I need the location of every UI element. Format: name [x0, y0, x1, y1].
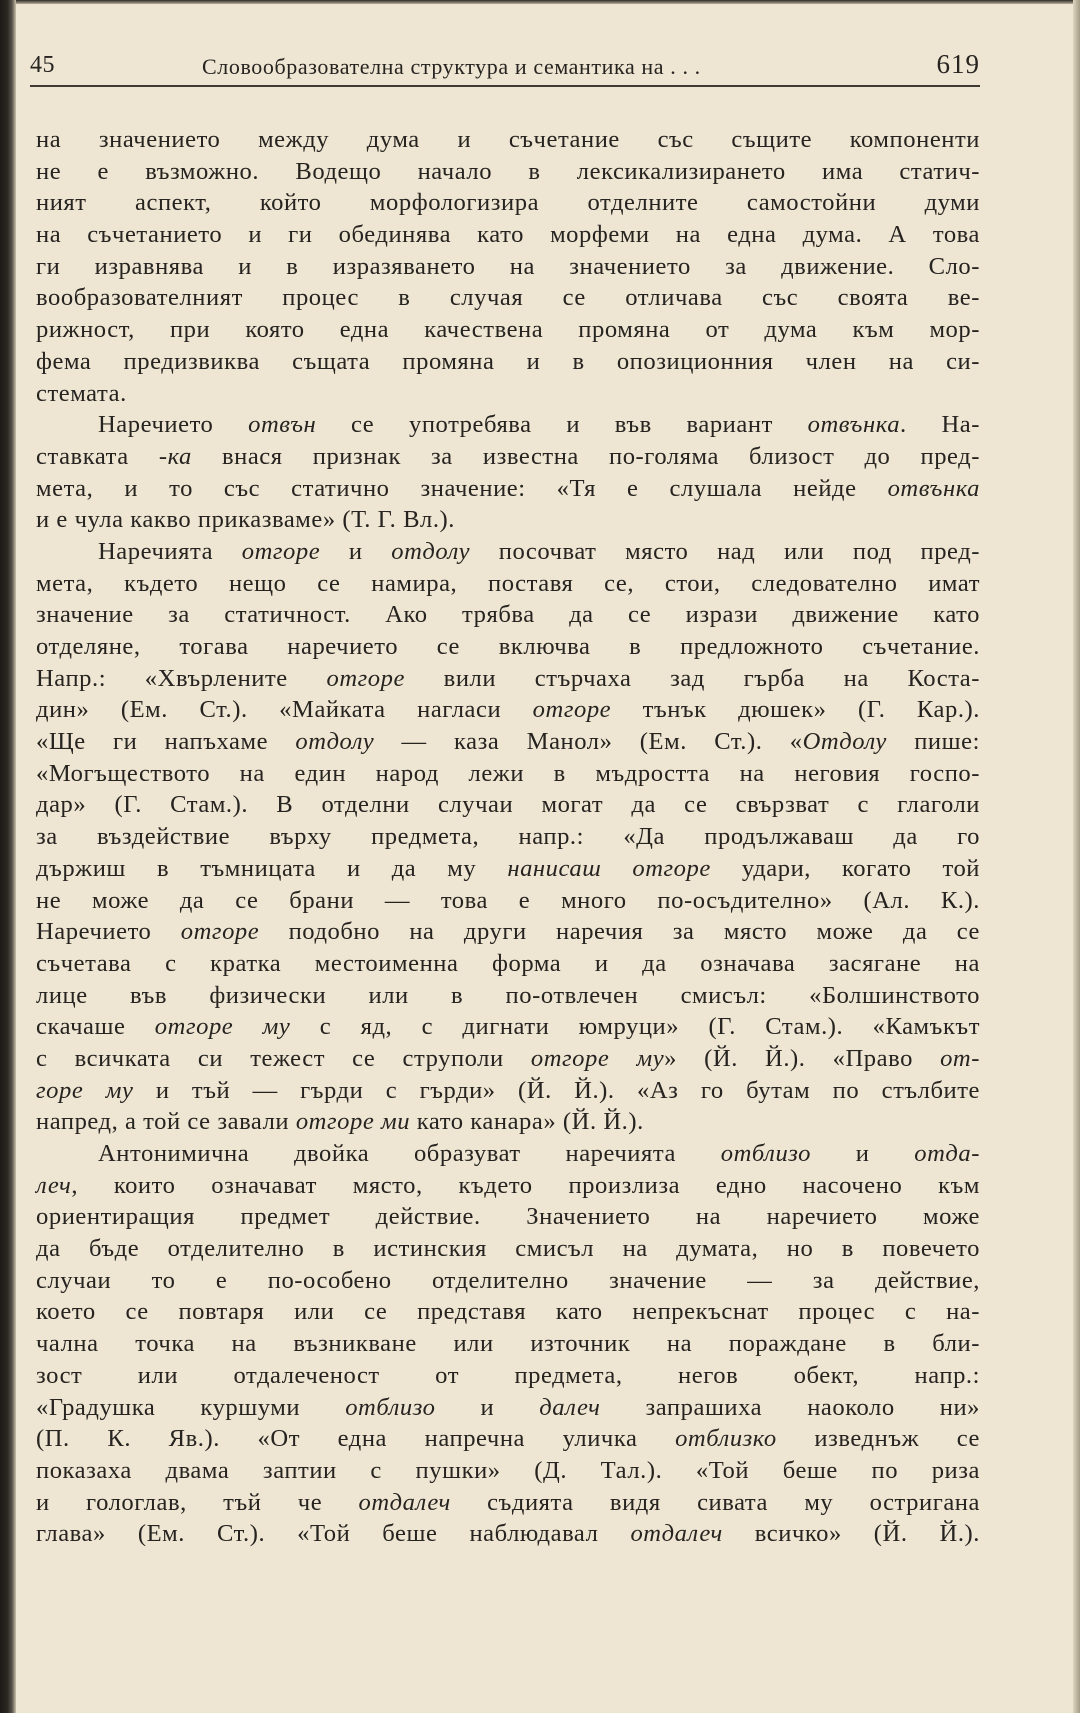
text-segment: и [435, 1393, 540, 1421]
text-line [36, 156, 980, 188]
italic-term: отвън [248, 411, 317, 439]
text-segment: глава» (Ем. Ст.). «Той беше наблюдавал [36, 1520, 631, 1548]
header-left-number: 45 [30, 52, 55, 78]
italic-term: отда- [914, 1140, 980, 1167]
text-segment: всичко» (Й. Й.). [722, 1520, 980, 1548]
text-segment: мета, където нещо се намира, поставя се, стои, следователно имат [36, 569, 980, 597]
italic-term: отгоре [326, 664, 405, 692]
text-line [36, 663, 980, 695]
text-line [36, 726, 980, 758]
text-line [36, 1170, 980, 1202]
text-segment: тънък дюшек» (Г. Кар.). [611, 696, 980, 724]
italic-term: леч [36, 1171, 72, 1199]
text-segment: Наречията [98, 537, 242, 565]
italic-term: отблизко [675, 1425, 777, 1453]
text-segment: и тъй — гърди с гърди» (Й. Й.). «Аз го бутам по стълбите [133, 1076, 980, 1104]
text-segment: запрашиха наоколо ни» [600, 1393, 981, 1421]
italic-term: отдолу [391, 537, 471, 565]
text-line [36, 568, 980, 600]
text-segment: мета, и то със статично значение: «Тя е слушала нейде [36, 474, 888, 502]
text-segment: Наречието [98, 411, 249, 439]
text-line [36, 1296, 980, 1328]
page-number: 619 [936, 49, 980, 79]
italic-term: отдолу [295, 728, 375, 756]
text-line [36, 1138, 980, 1170]
text-segment: Антонимична двойка образуват наречията [98, 1140, 721, 1167]
text-line [36, 853, 980, 885]
text-line [36, 599, 980, 631]
text-segment: внася признак за известна по-голяма близост до пред- [191, 442, 980, 470]
text-line [36, 1043, 980, 1075]
text-segment: рижност, при която една качествена промяна от дума към мор- [36, 316, 980, 344]
text-segment: зост или отдалеченост от предмета, негов обект, напр.: [36, 1361, 980, 1389]
text-segment: се употребява и във вариант [316, 411, 808, 439]
text-segment: вили стърчаха зад гърба на Коста- [404, 664, 980, 692]
text-line [36, 1075, 980, 1107]
text-segment: чална точка на възникване или източник на пораждане в бли- [36, 1330, 980, 1358]
italic-term: отвънка [807, 411, 901, 439]
text-line [36, 378, 980, 410]
text-segment: посочват място над или под пред- [470, 537, 981, 565]
text-line [36, 441, 980, 473]
text-segment: и [810, 1140, 915, 1167]
text-segment: подобно на други наречия за място може да се [259, 918, 981, 946]
text-line [36, 694, 980, 726]
text-segment: дин» (Ем. Ст.). «Майката нагласи [36, 696, 533, 724]
italic-term: нанисаш отгоре [507, 854, 711, 882]
text-line [36, 314, 980, 346]
italic-term: Отдолу [802, 728, 887, 756]
text-segment: ният аспект, който морфологизира отделните самостойни думи [36, 189, 980, 217]
italic-term: от- [940, 1044, 980, 1072]
text-segment: което се повтаря или се представя като непрекъснат процес с на- [36, 1298, 980, 1326]
text-segment: с всичката си тежест се струполи [36, 1044, 531, 1072]
text-line [36, 916, 980, 948]
text-segment: не може да се брани — това е много по-осъдително» (Ал. К.). [36, 886, 980, 914]
italic-term: отгоре ми [295, 1108, 411, 1136]
text-segment: съдията видя сивата му остригана [450, 1488, 980, 1516]
text-segment: , които означават място, където произлиза едно насочено към [71, 1171, 980, 1199]
text-segment: отделяне, тогава наречието се включва в предложното съчетание. [36, 633, 980, 660]
text-segment: скачаше [36, 1013, 155, 1041]
text-line [36, 409, 980, 441]
text-segment: за въздействие върху предмета, напр.: «Да продължаваш да го [36, 823, 980, 851]
text-segment: лице във физически или в по-отвлечен смисъл: «Болшинството [36, 981, 980, 1009]
text-line [36, 219, 980, 251]
book-spine-shadow [0, 0, 16, 1713]
italic-term: отблизо [720, 1140, 811, 1167]
text-line [36, 504, 980, 536]
italic-term: отдалеч [358, 1488, 451, 1516]
text-segment: и е чула какво приказваме» (Т. Г. Вл.). [36, 506, 455, 534]
text-line [36, 948, 980, 980]
text-line [36, 282, 980, 314]
text-line [36, 1392, 980, 1424]
text-segment: «Градушка куршуми [36, 1393, 346, 1421]
text-line [36, 1423, 980, 1455]
italic-term: отгоре [241, 537, 321, 565]
text-line [36, 821, 980, 853]
text-line [36, 885, 980, 917]
text-line [36, 536, 980, 568]
text-segment: дар» (Г. Стам.). В отделни случаи могат да се свързват с глаголи [36, 791, 980, 819]
text-segment: не е възможно. Водещо начало в лексикализирането има статич- [36, 157, 980, 185]
text-line [36, 1328, 980, 1360]
text-line [36, 1518, 980, 1550]
italic-term: отгоре [532, 696, 612, 724]
text-segment: напред, а той се завали [36, 1108, 296, 1136]
text-line [36, 124, 980, 156]
text-line [36, 1455, 980, 1487]
text-segment: — каза Манол» (Ем. Ст.). « [374, 728, 803, 756]
running-header [30, 46, 980, 84]
text-segment: стемата. [36, 379, 127, 407]
italic-term: горе му [36, 1076, 134, 1104]
italic-term: далеч [539, 1393, 601, 1421]
text-segment: Напр.: «Хвърлените [36, 664, 327, 692]
text-line [36, 473, 980, 505]
text-line [36, 631, 980, 663]
italic-term: отгоре му [530, 1044, 665, 1072]
italic-term: отдалеч [630, 1520, 723, 1548]
text-line [36, 346, 980, 378]
text-line [36, 1233, 980, 1265]
italic-term: отгоре му [154, 1013, 291, 1041]
text-segment: ги изравнява и в изразяването на значението за движение. Сло- [36, 252, 980, 280]
text-segment: ориентиращия предмет действие. Значението на наречието може [36, 1203, 980, 1231]
text-segment: случаи то е по-особено отделително значение — за действие, [36, 1266, 980, 1294]
text-line [36, 789, 980, 821]
text-segment: изведнъж се [776, 1425, 980, 1453]
text-segment: да бъде отделително в истинския смисъл на думата, но в повечето [36, 1235, 980, 1263]
text-line [36, 1265, 980, 1297]
italic-term: отгоре [180, 918, 260, 946]
text-line [36, 187, 980, 219]
text-line [36, 251, 980, 283]
text-segment: показаха двама заптии с пушки» (Д. Тал.). «Той беше по риза [36, 1456, 980, 1484]
text-segment: » (Й. Й.). «Право [664, 1044, 941, 1072]
text-line [36, 1201, 980, 1233]
text-segment: Наречието [36, 918, 181, 946]
text-line [36, 980, 980, 1012]
text-segment: (П. К. Яв.). «От една напречна уличка [36, 1425, 676, 1453]
text-line [36, 1011, 980, 1043]
text-segment: вообразователният процес в случая се отличава със своята ве- [36, 284, 980, 312]
text-segment: съчетава с кратка местоименна форма и да означава засягане на [36, 949, 980, 977]
text-line [36, 1360, 980, 1392]
header-rule [30, 85, 980, 87]
body-text [36, 124, 980, 1550]
text-segment: държиш в тъмницата и да му [36, 854, 508, 882]
text-segment: и гологлав, тъй че [36, 1488, 359, 1516]
text-segment: ставката - [36, 442, 168, 470]
text-line [36, 758, 980, 790]
italic-term: ка [167, 442, 192, 470]
text-segment: като канара» (Й. Й.). [410, 1108, 644, 1136]
page-right-edge [1073, 0, 1080, 1713]
text-segment: . На- [900, 411, 981, 439]
text-segment: и [320, 537, 392, 565]
running-title: Словообразователна структура и семантика на . . . [202, 54, 701, 79]
text-segment: на значението между дума и съчетание със същите компоненти [36, 126, 980, 153]
text-segment: «Могъществото на един народ лежи в мъдростта на неговия госпо- [36, 759, 980, 787]
text-segment: «Ще ги напъхаме [36, 728, 296, 756]
text-segment: пише: [886, 728, 980, 756]
italic-term: отблизо [345, 1393, 436, 1421]
text-segment: с яд, с дигнати юмруци» (Г. Стам.). «Камъкът [290, 1013, 981, 1041]
text-segment: на съчетанието и ги обединява като морфеми на една дума. А това [36, 221, 980, 249]
text-line [36, 1487, 980, 1519]
text-segment: фема предизвиква същата промяна и в опозиционния член на си- [36, 347, 980, 375]
text-segment: значение за статичност. Ако трябва да се изрази движение като [36, 601, 980, 629]
italic-term: отвънка [887, 474, 980, 502]
page-top-edge [0, 0, 1080, 4]
text-line [36, 1106, 980, 1138]
text-segment: удари, когато той [710, 854, 981, 882]
